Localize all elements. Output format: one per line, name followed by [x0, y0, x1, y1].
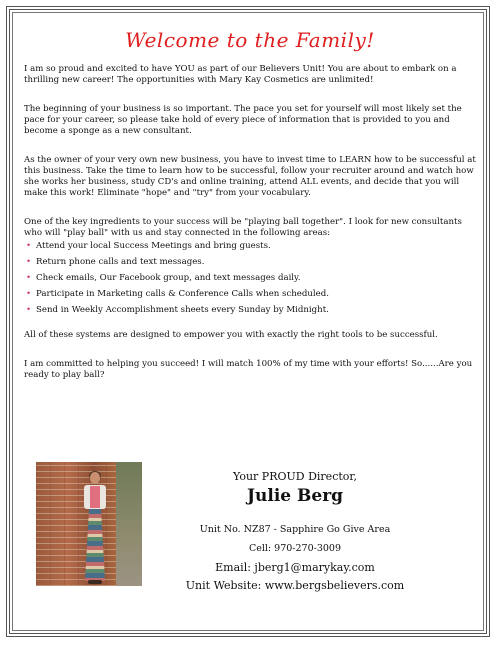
signature-salutation: Your PROUD Director,: [233, 470, 357, 483]
paragraph-beginning: The beginning of your business is so important. The pace you set for yourself will most likely set the pace for your career, so please take hold of every piece of information that is provided to you and become a sponge as a new consultant.: [24, 104, 462, 136]
cell-phone: Cell: 970-270-3009: [248, 543, 342, 554]
bullet-list: [24, 241, 476, 316]
letter-body: [24, 28, 476, 399]
bullet-item: • Return phone calls and text messages.: [24, 257, 476, 268]
letter-title: Welcome to the Family!: [125, 28, 375, 52]
paragraph-committed: I am committed to helping you succeed! I will match 100% of my time with your efforts! So......Are you ready to play ball?: [24, 359, 473, 380]
bullet-item: • Participate in Marketing calls & Conference Calls when scheduled.: [24, 289, 476, 300]
striped-skirt: [85, 509, 105, 581]
email-address: Email: jberg1@marykay.com: [215, 561, 375, 574]
pink-top: [90, 486, 100, 508]
unit-website: Unit Website: www.bergsbelievers.com: [185, 579, 405, 592]
director-name: Julie Berg: [246, 486, 344, 506]
garden-path: [116, 462, 142, 586]
paragraph-owner: As the owner of your very own new business, you have to invest time to LEARN how to be successful at this business. Take the time to learn how to be successful, follow your recruiter around and watch how she works her business, study CD's and online training, attend ALL events, and decide that you will make this work! Eliminate "hope" and "try" from your vocabulary.: [24, 155, 476, 198]
head: [90, 472, 100, 484]
bullet-item: • Attend your local Success Meetings and bring guests.: [24, 241, 476, 252]
paragraph-intro: I am so proud and excited to have YOU as part of our Believers Unit! You are about to embark on a thrilling new career! The opportunities with Mary Kay Cosmetics are unlimited!: [24, 64, 457, 85]
feet: [88, 580, 102, 584]
director-figure: [82, 472, 108, 586]
director-photo: [36, 462, 142, 586]
bullet-item: • Send in Weekly Accomplishment sheets every Sunday by Midnight.: [24, 305, 476, 316]
unit-info: Unit No. NZ87 - Sapphire Go Give Area: [199, 524, 391, 535]
paragraph-systems: All of these systems are designed to empower you with exactly the right tools to be successful.: [24, 330, 438, 340]
paragraph-key-ingredients: One of the key ingredients to your success will be "playing ball together". I look for new consultants who will "play ball" with us and stay connected in the following areas:: [24, 217, 462, 238]
bullet-item: • Check emails, Our Facebook group, and text messages daily.: [24, 273, 476, 284]
